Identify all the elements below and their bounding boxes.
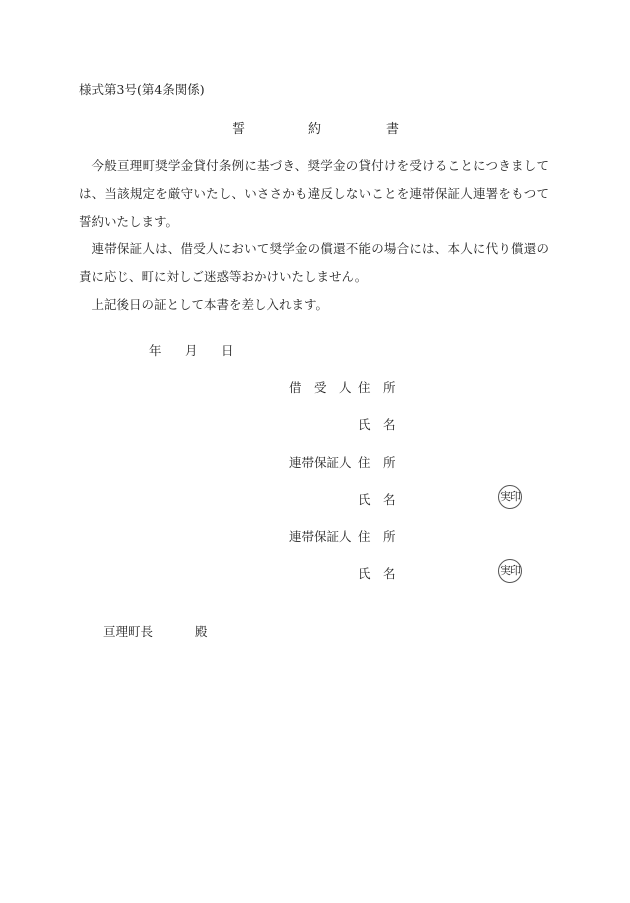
- guarantor-2-address-label: 住 所: [358, 529, 396, 544]
- title-char-2: 約: [308, 122, 322, 137]
- body-paragraph-1: 今般亘理町奨学金貸付条例に基づき、奨学金の貸付けを受けることにつきましては、当該規定を厳守いたし、いささかも違反しないことを連帯保証人連署をもつて誓約いたします。: [79, 158, 549, 229]
- guarantor-2-seal-mark: 実印: [498, 559, 522, 583]
- body-paragraph-3: 上記後日の証として本書を差し入れます。: [91, 297, 329, 312]
- date-line: [149, 341, 234, 359]
- body-paragraph-2: 連帯保証人は、借受人において奨学金の償還不能の場合には、本人に代り償還の責に応じ、町に対しご迷惑等おかけいたしません。: [79, 241, 549, 284]
- addressee-line: [103, 622, 208, 640]
- guarantor-1-name-label: 氏 名: [358, 492, 396, 507]
- addressee-name: 亘理町長: [103, 624, 154, 639]
- guarantor-1-address-label: 住 所: [358, 455, 396, 470]
- guarantor-2-name-label: 氏 名: [358, 566, 396, 581]
- addressee-honorific: 殿: [195, 624, 208, 639]
- date-day-label: 日: [221, 343, 234, 358]
- guarantor-2-role-label: 連帯保証人: [289, 529, 352, 544]
- form-number: 様式第3号(第4条関係): [79, 82, 205, 97]
- borrower-name-label: 氏 名: [358, 417, 396, 432]
- guarantor-1-seal-mark: 実印: [498, 485, 522, 509]
- document-title: [232, 118, 399, 137]
- date-year-label: 年: [149, 343, 162, 358]
- title-char-3: 書: [386, 122, 400, 137]
- guarantor-1-role-label: 連帯保証人: [289, 455, 352, 470]
- title-char-1: 誓: [232, 122, 246, 137]
- borrower-address-label: 住 所: [358, 380, 396, 395]
- date-month-label: 月: [185, 343, 198, 358]
- borrower-role-label: 借 受 人: [289, 380, 352, 395]
